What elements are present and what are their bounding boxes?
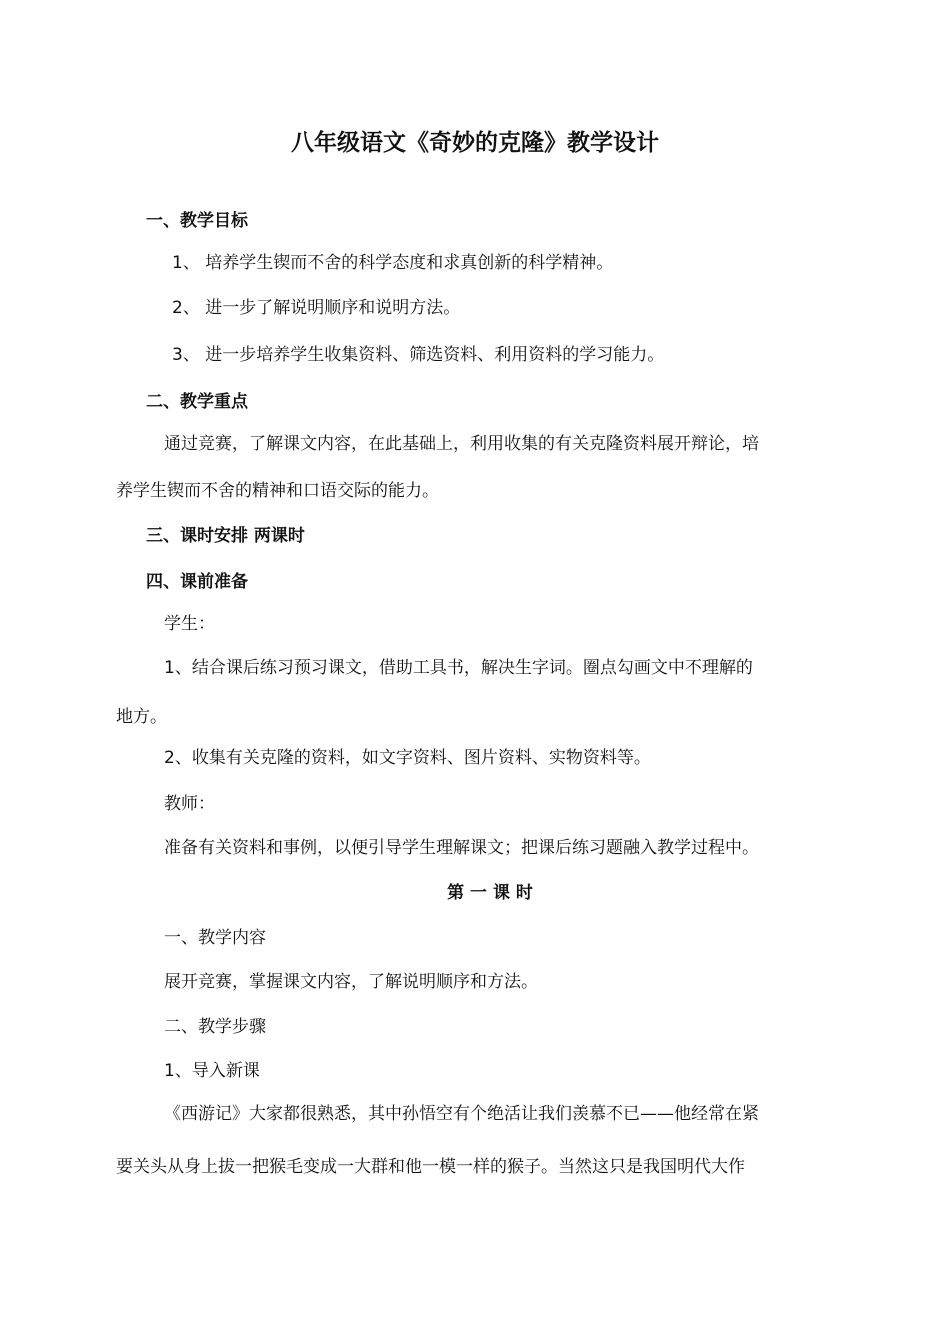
teacher-item: 准备有关资料和事例，以便引导学生理解课文；把课后练习题融入教学过程中。	[164, 838, 759, 858]
goal-item-1: 1、 培养学生锲而不舍的科学态度和求真创新的科学精神。	[172, 253, 614, 273]
student-label: 学生：	[164, 614, 215, 634]
section-heading-focus: 二、教学重点	[146, 392, 248, 412]
step-1-paragraph-line-2: 要关头从身上拔一把猴毛变成一大群和他一模一样的猴子。当然这只是我国明代大作	[116, 1157, 745, 1177]
lesson-heading: 第 一 课 时	[447, 883, 533, 903]
teacher-label: 教师：	[164, 794, 215, 814]
section-heading-schedule: 三、课时安排 两课时	[146, 526, 305, 546]
step-1-paragraph-line-1: 《西游记》大家都很熟悉，其中孙悟空有个绝活让我们羡慕不已——他经常在紧	[164, 1104, 759, 1124]
content-text: 展开竞赛，掌握课文内容，了解说明顺序和方法。	[164, 972, 538, 992]
step-1-heading: 1、导入新课	[164, 1061, 260, 1081]
section-heading-goals: 一、教学目标	[146, 211, 248, 231]
content-heading: 一、教学内容	[164, 928, 266, 948]
focus-paragraph-line-1: 通过竞赛，了解课文内容，在此基础上，利用收集的有关克隆资料展开辩论，培	[164, 434, 759, 454]
goal-item-3: 3、 进一步培养学生收集资料、筛选资料、利用资料的学习能力。	[172, 345, 665, 365]
goal-item-2: 2、 进一步了解说明顺序和说明方法。	[172, 298, 461, 318]
student-item-1-line-2: 地方。	[116, 707, 167, 727]
section-heading-preparation: 四、课前准备	[146, 572, 248, 592]
student-item-1-line-1: 1、结合课后练习预习课文，借助工具书，解决生字词。圈点勾画文中不理解的	[164, 658, 753, 678]
steps-heading: 二、教学步骤	[164, 1017, 266, 1037]
student-item-2: 2、收集有关克隆的资料，如文字资料、图片资料、实物资料等。	[164, 748, 651, 768]
focus-paragraph-line-2: 养学生锲而不舍的精神和口语交际的能力。	[116, 481, 439, 501]
document-title: 八年级语文《奇妙的克隆》教学设计	[291, 130, 659, 156]
